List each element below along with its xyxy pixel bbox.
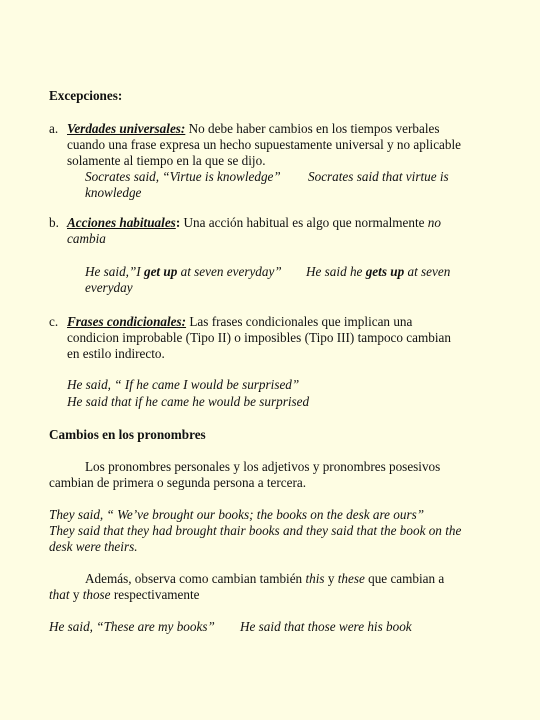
item-b-example-direct <box>85 264 282 280</box>
item-c-line1 <box>67 314 412 330</box>
heading-pronouns: Cambios en los pronombres <box>49 427 206 442</box>
item-a-example-direct: Socrates said, “Virtue is knowledge” <box>85 169 281 184</box>
final-example-direct: He said, “These are my books” <box>49 619 215 634</box>
heading-exceptions: Excepciones: <box>49 88 123 103</box>
this-para-post: que cambian a <box>364 571 445 586</box>
this-para-y2: y <box>69 587 83 602</box>
pronouns-example-reported-cont: desk were theirs. <box>49 539 138 554</box>
item-b-example-cont: everyday <box>85 280 133 295</box>
item-c-letter: c. <box>49 314 59 329</box>
item-a-letter: a. <box>49 121 59 136</box>
this-para-y: y <box>324 571 338 586</box>
item-b-ex-bold2: gets up <box>365 264 405 279</box>
item-c-term: Frases condicionales: <box>67 314 187 329</box>
this-word: this <box>305 571 325 586</box>
this-these-para-line1 <box>85 571 444 587</box>
item-a-example-reported: Socrates said that virtue is <box>308 169 449 184</box>
item-a-line2: cuando una frase expresa un hecho supuestamente universal y no aplicable <box>67 137 462 152</box>
item-b-example-reported <box>306 264 450 280</box>
pronouns-example-direct: They said, “ We’ve brought our books; the books on the desk are ours” <box>49 507 425 522</box>
those-word: those <box>82 587 111 602</box>
this-para-post2: respectivamente <box>110 587 200 602</box>
these-word: these <box>337 571 365 586</box>
item-b-colon: : <box>175 215 181 230</box>
item-b-ex-pre2: He said he <box>306 264 366 279</box>
item-b-ex-post1: at seven everyday” <box>177 264 282 279</box>
item-c-line2: condicion improbable (Tipo II) o imposibles (Tipo III) tampoco cambian <box>67 330 451 345</box>
pronouns-para-line2: cambian de primera o segunda persona a tercera. <box>49 475 307 490</box>
pronouns-example-reported: They said that they had brought thair books and they said that the book on the <box>49 523 462 538</box>
item-a-line1 <box>67 121 439 137</box>
item-c-line3: en estilo indirecto. <box>67 346 165 361</box>
item-b-line1 <box>67 215 441 231</box>
item-a-example-reported-cont: knowledge <box>85 185 142 200</box>
item-b-term: Acciones habituales <box>67 215 176 230</box>
that-word: that <box>49 587 70 602</box>
final-example-reported: He said that those were his book <box>240 619 412 634</box>
this-para-pre: Además, observa como cambian también <box>85 571 306 586</box>
item-b-ex-post2: at seven <box>404 264 451 279</box>
this-these-para-line2 <box>49 587 200 603</box>
item-c-example-reported: He said that if he came he would be surprised <box>67 394 310 409</box>
item-c-line1-text: Las frases condicionales que implican una <box>186 314 413 329</box>
item-a-line3: solamente al tiempo en la que se dijo. <box>67 153 266 168</box>
pronouns-para-line1: Los pronombres personales y los adjetivos y pronombres posesivos <box>85 459 441 474</box>
item-b-ex-pre1: He said,”I <box>85 264 144 279</box>
item-c-example-direct: He said, “ If he came I would be surprised” <box>67 377 300 392</box>
item-b-ex-bold1: get up <box>143 264 178 279</box>
item-b-line2: cambia <box>67 231 106 246</box>
item-b-line1-text: Una acción habitual es algo que normalmente <box>180 215 428 230</box>
item-a-line1-text: No debe haber cambios en los tiempos verbales <box>188 121 440 136</box>
item-b-line1-italic: no <box>427 215 441 230</box>
item-a-term: Verdades universales: <box>67 121 186 136</box>
item-b-letter: b. <box>49 215 59 230</box>
